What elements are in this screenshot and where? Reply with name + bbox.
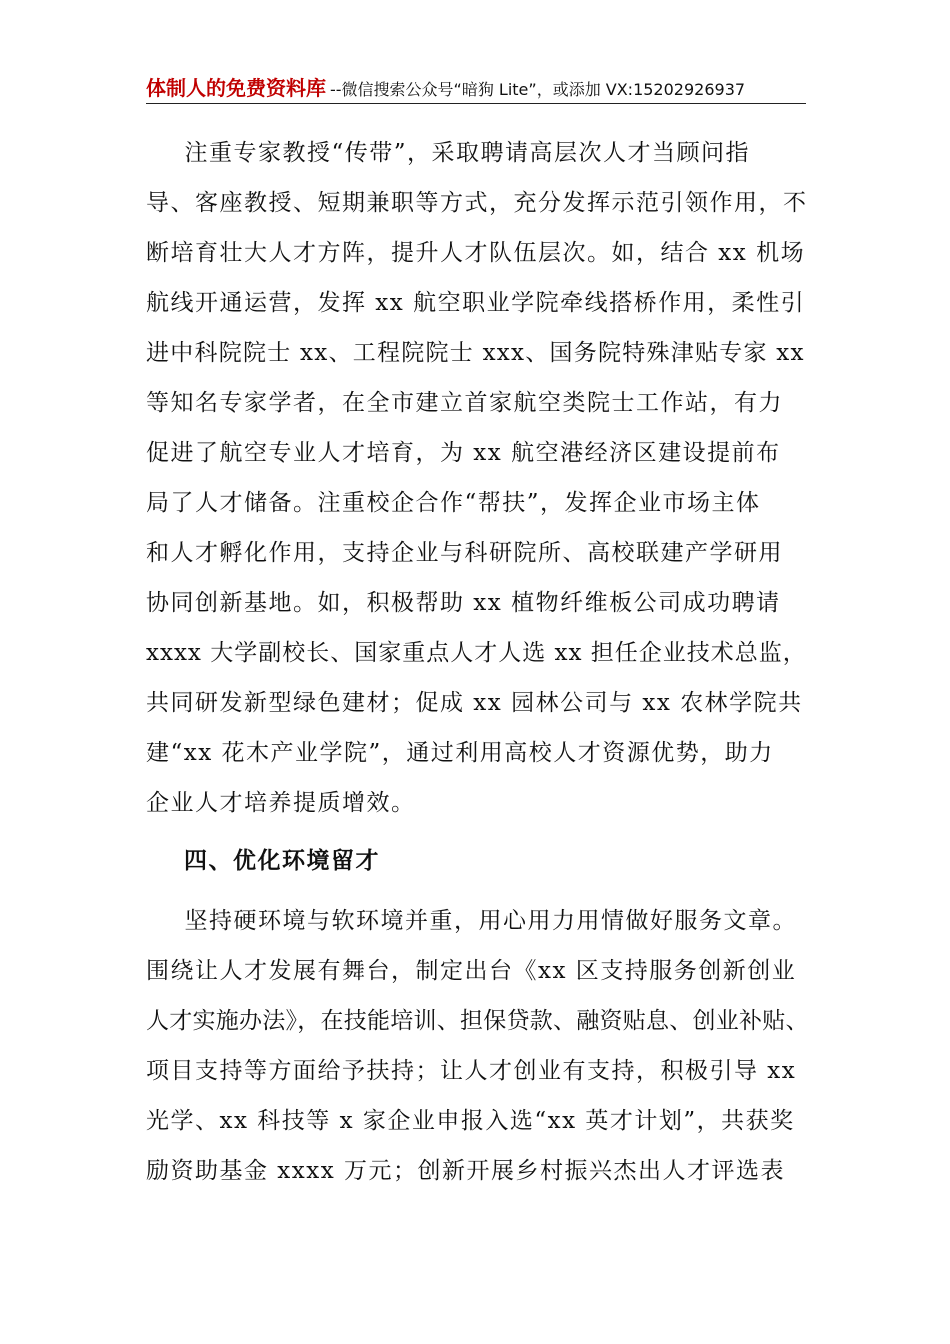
paragraph-experts — [146, 128, 810, 828]
paragraph-line: 围绕让人才发展有舞台，制定出台《xx 区支持服务创新创业 — [146, 958, 797, 984]
paragraph-line: 共同研发新型绿色建材；促成 xx 园林公司与 xx 农林学院共 — [146, 690, 803, 716]
paragraph-line: 进中科院院士 xx、工程院院士 xxx、国务院特殊津贴专家 xx — [146, 340, 805, 366]
paragraph-line: 航线开通运营，发挥 xx 航空职业学院牵线搭桥作用，柔性引 — [146, 290, 806, 316]
paragraph-line: 促进了航空专业人才培育，为 xx 航空港经济区建设提前布 — [146, 440, 781, 466]
paragraph-line: 坚持硬环境与软环境并重，用心用力用情做好服务文章。 — [160, 908, 797, 934]
header-info: --微信搜索公众号“暗狗 Lite”，或添加 VX:15202926937 — [330, 80, 746, 99]
paragraph-line: 断培育壮大人才方阵，提升人才队伍层次。如，结合 xx 机场 — [146, 240, 806, 266]
paragraph-line: 局了人才储备。注重校企合作“帮扶”，发挥企业市场主体 — [146, 490, 761, 516]
header-divider — [146, 103, 806, 104]
paragraph-line: 光学、xx 科技等 x 家企业申报入选“xx 英才计划”，共获奖 — [146, 1108, 795, 1134]
paragraph-line: 企业人才培养提质增效。 — [146, 790, 416, 816]
paragraph-line: 励资助基金 xxxx 万元；创新开展乡村振兴杰出人才评选表 — [146, 1158, 786, 1184]
paragraph-line: 导、客座教授、短期兼职等方式，充分发挥示范引领作用，不 — [146, 190, 808, 216]
paragraph-line: 建“xx 花木产业学院”，通过利用高校人才资源优势，助力 — [146, 740, 774, 766]
header-brand: 体制人的免费资料库 — [146, 76, 326, 100]
paragraph-line: 和人才孵化作用，支持企业与科研院所、高校联建产学研用 — [146, 540, 783, 566]
paragraph-line: 人才实施办法》，在技能培训、担保贷款、融资贴息、创业补贴、 — [146, 1008, 809, 1034]
paragraph-line: 项目支持等方面给予扶持；让人才创业有支持，积极引导 xx — [146, 1058, 797, 1084]
page-header — [146, 74, 806, 102]
paragraph-environment — [146, 896, 810, 1196]
section-heading: 四、优化环境留才 — [184, 848, 380, 874]
paragraph-line: 协同创新基地。如，积极帮助 xx 植物纤维板公司成功聘请 — [146, 590, 781, 616]
paragraph-line: xxxx 大学副校长、国家重点人才人选 xx 担任企业技术总监， — [146, 640, 807, 666]
paragraph-line: 等知名专家学者，在全市建立首家航空类院士工作站，有力 — [146, 390, 783, 416]
paragraph-line: 注重专家教授“传带”，采取聘请高层次人才当顾问指 — [160, 140, 751, 166]
